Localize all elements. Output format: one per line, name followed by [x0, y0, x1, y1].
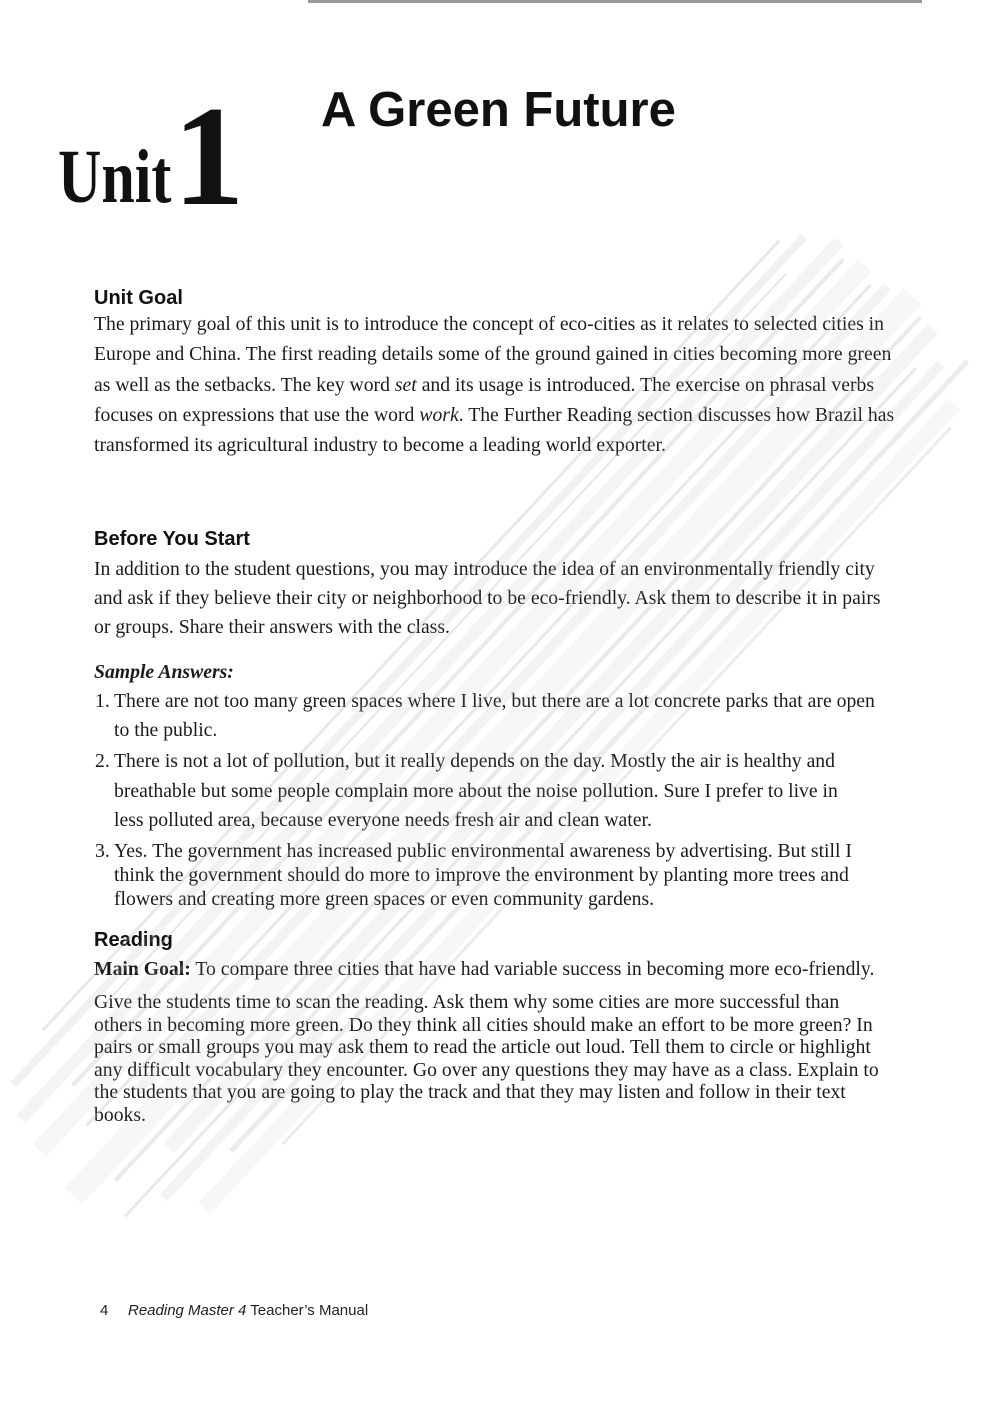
unit-title: A Green Future: [321, 83, 676, 137]
answer-line: breathable but some people complain more about the noise pollution. Sure I prefer to live in: [114, 779, 838, 802]
paragraph-line: Give the students time to scan the reading. Ask them why some cities are more successful than: [94, 991, 840, 1013]
text-segment: and its usage is introduced. The exercise on phrasal verbs: [416, 373, 874, 396]
answer-number: 2.: [95, 750, 110, 772]
main-goal: [94, 956, 874, 982]
main-goal-text: To compare three cities that have had variable success in becoming more eco-friendly.: [190, 958, 875, 980]
sample-answers-label: Sample Answers:: [94, 661, 234, 683]
answer-number: 1.: [95, 690, 110, 712]
sample-answer-1: [94, 687, 875, 745]
key-word-set: set: [394, 373, 417, 396]
answer-line: less polluted area, because everyone needs fresh air and clean water.: [114, 809, 652, 831]
paragraph-line: and ask if they believe their city or neighborhood to be eco-friendly. Ask them to describe it in pairs: [94, 587, 881, 609]
answer-line: flowers and creating more green spaces or even community gardens.: [114, 888, 655, 910]
page-number: 4: [100, 1302, 109, 1319]
paragraph-line: the students that you are going to play the track and that they may listen and follow in their text: [94, 1081, 846, 1104]
before-you-start-paragraph: [94, 555, 881, 642]
paragraph-line: any difficult vocabulary they encounter. Go over any questions they may have as a class. Explain to: [94, 1058, 879, 1081]
paragraph-line: or groups. Share their answers with the class.: [94, 616, 450, 638]
book-title: Reading Master 4: [128, 1302, 247, 1319]
paragraph-line: In addition to the student questions, you may introduce the idea of an environmentally friendly city: [94, 558, 875, 580]
reading-heading: Reading: [94, 929, 173, 951]
unit-label: Unit: [58, 135, 172, 219]
unit-goal-paragraph: [94, 309, 894, 460]
unit-goal-heading: Unit Goal: [94, 287, 183, 309]
answer-line: There is not a lot of pollution, but it really depends on the day. Mostly the air is healthy and: [114, 750, 835, 772]
answer-number: 3.: [95, 840, 110, 862]
page-footer: [0, 1302, 991, 1320]
footer-book-title: [128, 1302, 368, 1320]
sample-answer-2: [94, 747, 838, 836]
text-segment: focuses on expressions that use the word: [94, 403, 420, 426]
paragraph-line: others in becoming more green. Do they think all cities should make an effort to be more green? In: [94, 1013, 873, 1036]
text-segment: as well as the setbacks. The key word: [94, 373, 395, 396]
unit-goal-line: Europe and China. The first reading details some of the ground gained in cities becoming more green: [94, 343, 892, 366]
text-segment: . The Further Reading section discusses how Brazil has: [458, 403, 895, 426]
unit-goal-line: [94, 370, 894, 400]
unit-goal-line: [94, 400, 894, 430]
key-word-work: work: [419, 403, 459, 426]
top-rule: [308, 0, 922, 3]
answer-line: to the public.: [114, 719, 218, 741]
book-title-suffix: Teacher’s Manual: [246, 1302, 369, 1319]
paragraph-line: books.: [94, 1103, 146, 1126]
answer-line: think the government should do more to improve the environment by planting more trees and: [114, 864, 849, 886]
paragraph-line: pairs or small groups you may ask them to read the article out loud. Tell them to circle or highlight: [94, 1036, 871, 1059]
unit-number: 1: [173, 77, 245, 235]
sample-answer-3: [94, 839, 852, 911]
main-goal-label: Main Goal:: [94, 958, 191, 980]
answer-line: Yes. The government has increased public environmental awareness by advertising. But still I: [114, 840, 852, 862]
unit-goal-line: The primary goal of this unit is to introduce the concept of eco-cities as it relates to selected cities in: [94, 313, 884, 335]
before-you-start-heading: Before You Start: [94, 528, 250, 550]
reading-paragraph: [94, 991, 879, 1127]
answer-line: There are not too many green spaces where I live, but there are a lot concrete parks that are open: [114, 690, 875, 712]
unit-goal-line: transformed its agricultural industry to become a leading world exporter.: [94, 434, 666, 456]
